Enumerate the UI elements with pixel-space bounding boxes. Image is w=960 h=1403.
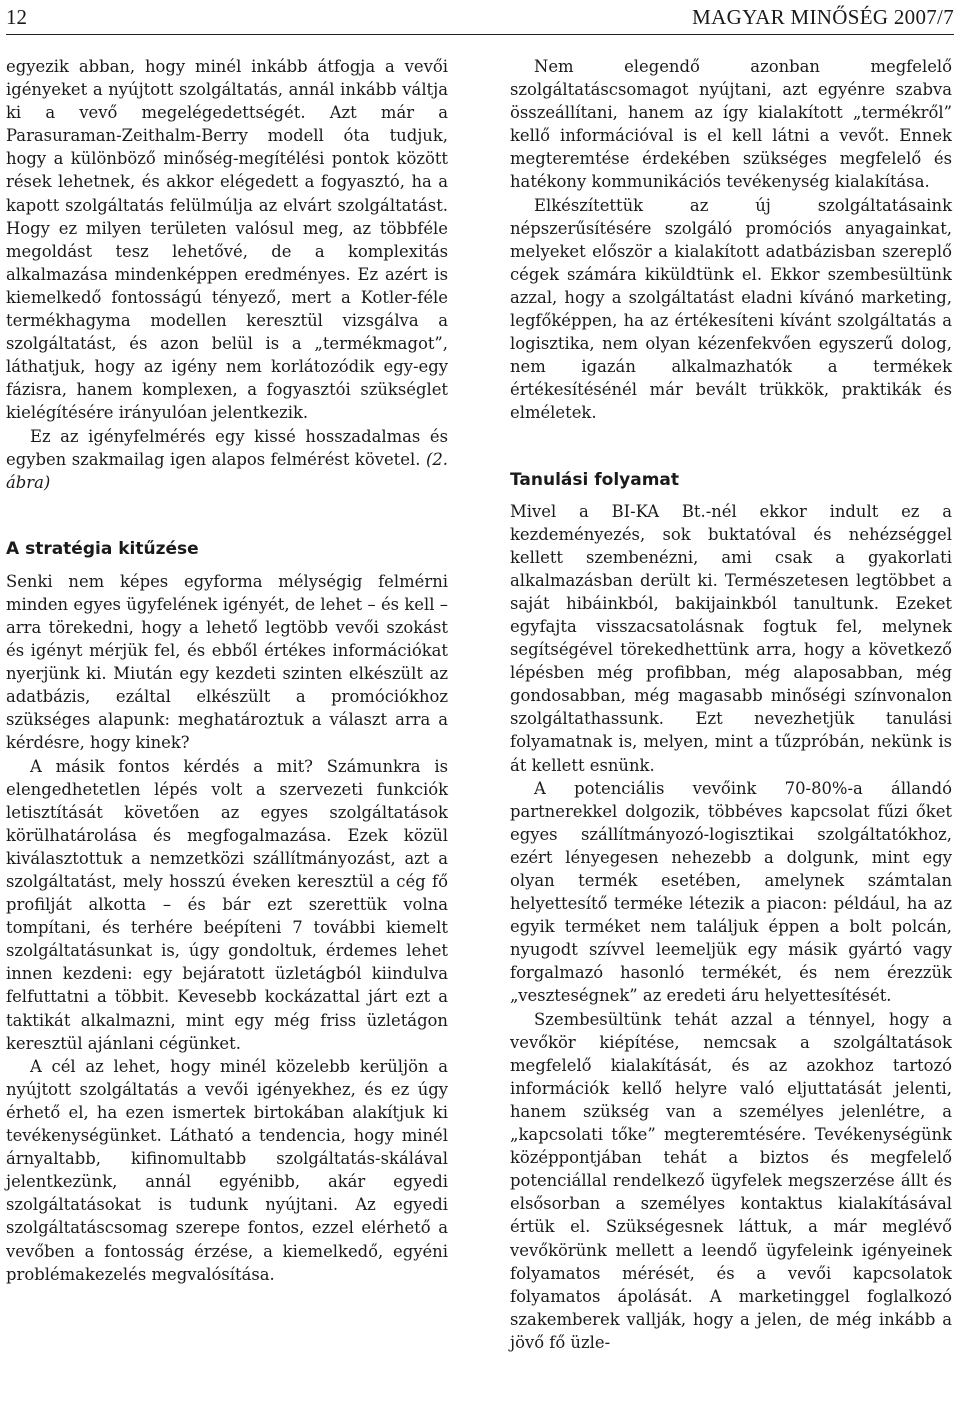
section-heading: Tanulási folyamat [510,469,680,490]
paragraph: A potenciális vevőink 70-80%-a állandó partnerekkel dolgozik, többéves kapcsolat fűzi őket egyes szállítmányozó-logisztikai szolgáltatókhoz, ezért lényegesen nehezebb a dolgunk, mint egy olyan termék esetében, amelynek számtalan helyettesítő terméke létezik a piacon: például, ha az egyik terméket nem találjuk éppen a bolt polcán, nyugodt szívvel leemeljük egy másik gyártó vagy forgalmazó hasonló termékét, és nem érezzük „veszteségnek” az eredeti áru helyettesítését. [510,778,952,1006]
paragraph: A cél az lehet, hogy minél közelebb kerüljön a nyújtott szolgáltatás a vevői igényekhez, és ez úgy érhető el, ha ezen ismertek birtokában alakítjuk ki tevékenységünket. Látható a tendencia, hogy minél árnyaltabb, kifinomultabb szolgáltatás-skálával jelentkezünk, annál egyénibb, akár egyedi szolgáltatásokat is tudunk nyújtani. Az egyedi szolgáltatáscsomag szerepe fontos, ezzel elérhető a vevőben a fontosság érzése, a kiemelkedő, egyéni problémakezelés megvalósítása. [6,1056,448,1284]
paragraph: Elkészítettük az új szolgáltatásaink népszerűsítésére szolgáló promóciós anyagainkat, melyeket először a kialakított adatbázisban szereplő cégek számára kiküldtünk el. Ekkor szembesültünk azzal, hogy a szolgáltatást eladni kívánó marketing, legfőképpen, ha az értékesíteni kívánt szolgáltatás a logisztika, nem olyan kézenfekvően egyszerű dolog, nem igazán alkalmazhatók a termékek értékesítésénél már bevált trükkök, praktikák és elméletek. [510,195,952,423]
paragraph: Nem elegendő azonban megfelelő szolgáltatáscsomagot nyújtani, azt egyénre szabva összeállítani, hanem az így kialakított „termékről” kellő információval is el kell látni a vevőt. Ennek megteremtése érdekében szükséges megfelelő és hatékony kommunikációs tevékenység kialakítása. [510,57,952,192]
right-column [510,55,952,1354]
page-header [6,0,954,35]
paragraph: Szembesültünk tehát azzal a ténnyel, hogy a vevőkör kiépítése, nemcsak a szolgáltatások megfelelő kialakítását, és az azokhoz tartozó információk kellő helyre való eljuttatását jelenti, hanem szükség van a személyes jelenlétre, a „kapcsolati tőke” megteremtésére. Tevékenységünk középpontjában tehát a biztos és megfelelő potenciállal rendelkező ügyfelek megszerzése állt és elsősorban a személyes kontaktus kialakításával értük el. Szükségesnek láttuk, a már meglévő vevőkörünk mellett a leendő ügyfeleink igényeinek folyamatos mérését, és a vevői kapcsolatok folyamatos ápolását. A marketinggel foglalkozó szakemberek vallják, hogy a jelen, de még inkább a jövő fő üzle- [510,1009,952,1352]
paragraph: A másik fontos kérdés a mit? Számunkra is elengedhetetlen lépés volt a szervezeti funkciók letisztítását követően az egyes szolgáltatások körülhatárolása és megfogalmazása. Ezek közül kiválasztottuk a nemzetközi szállítmányozást, azt a szolgáltatást, mely hosszú éveken keresztül a cég fő profilját alkotta – és bár ezt szerettük volna tompítani, és terhére beépíteni 7 további kiemelt szolgáltatásunkat is, úgy gondoltuk, érdemes lehet innen kezdeni: egy bejáratott üzletágból kiindulva felfuttatni a többit. Kevesebb kockázattal járt ezt a taktikát alkalmazni, mint egy még friss üzletágon keresztül ajánlani cégünket. [6,756,448,1053]
left-column [6,55,448,1286]
journal-title: MAGYAR MINŐSÉG 2007/7 [692,5,954,29]
figure-reference: (2. ábra) [6,449,448,492]
page-number: 12 [6,5,27,29]
section-heading: A stratégia kitűzése [6,538,199,559]
paragraph: Senki nem képes egyforma mélységig felmérni minden egyes ügyfelének igényét, de lehet – és kell – arra törekedni, hogy a lehető legtöbb vevői szokást és igényt mérjük fel, és ebből értékes információkat nyerjünk ki. Miután egy kezdeti szinten elkészült az adatbázis, ezáltal elkészült a promóciókhoz szükséges alapunk: meghatároztuk a választ arra a kérdésre, hogy kinek? [6,571,448,753]
paragraph-text: Ez az igényfelmérés egy kissé hosszadalmas és egyben szakmailag igen alapos felmérést követel. [6,426,448,469]
paragraph: Mivel a BI-KA Bt.-nél ekkor indult ez a kezdeményezés, sok buktatóval és nehézséggel kellett szembenézni, ami csak a gyakorlati alkalmazásban derült ki. Természetesen legtöbbet a saját hibáinkból, bakijainkból tanultunk. Ezeket egyfajta visszacsatolásnak fogtuk fel, melynek segítségével törekedhettünk arra, hogy a következő lépésben még profibban, még alaposabban, még gondosabban, még magasabb minőségi színvonalon szolgáltathassunk. Ezt nevezhetjük tanulási folyamatnak is, melyen, mint a tűzpróbán, nekünk is át kellett esnünk. [510,501,952,775]
paragraph [6,425,448,494]
paragraph: egyezik abban, hogy minél inkább átfogja a vevői igényeket a nyújtott szolgáltatás, annál inkább váltja ki a vevő megelégedettségét. Azt már a Parasuraman-Zeithalm-Berry modell óta tudjuk, hogy a különböző minőség-megítélési pontok között rések lehetnek, és akkor elégedett a fogyasztó, ha a kapott szolgáltatás felülmúlja az elvárt szolgáltatást. Hogy ez milyen területen valósul meg, az többféle megoldást tesz lehetővé, de a komplexitás alkalmazása mindenképpen eredményes. Ez azért is kiemelkedő fontosságú tényező, mert a Kotler-féle termékhagyma modellen keresztül vizsgálva a szolgáltatást, és azon belül is a „termékmagot”, láthatjuk, hogy az igény nem korlátozódik egy-egy fázisra, hanem komplexen, a fogyasztói szükséglet kielégítésére irányulóan jelentkezik. [6,57,448,423]
